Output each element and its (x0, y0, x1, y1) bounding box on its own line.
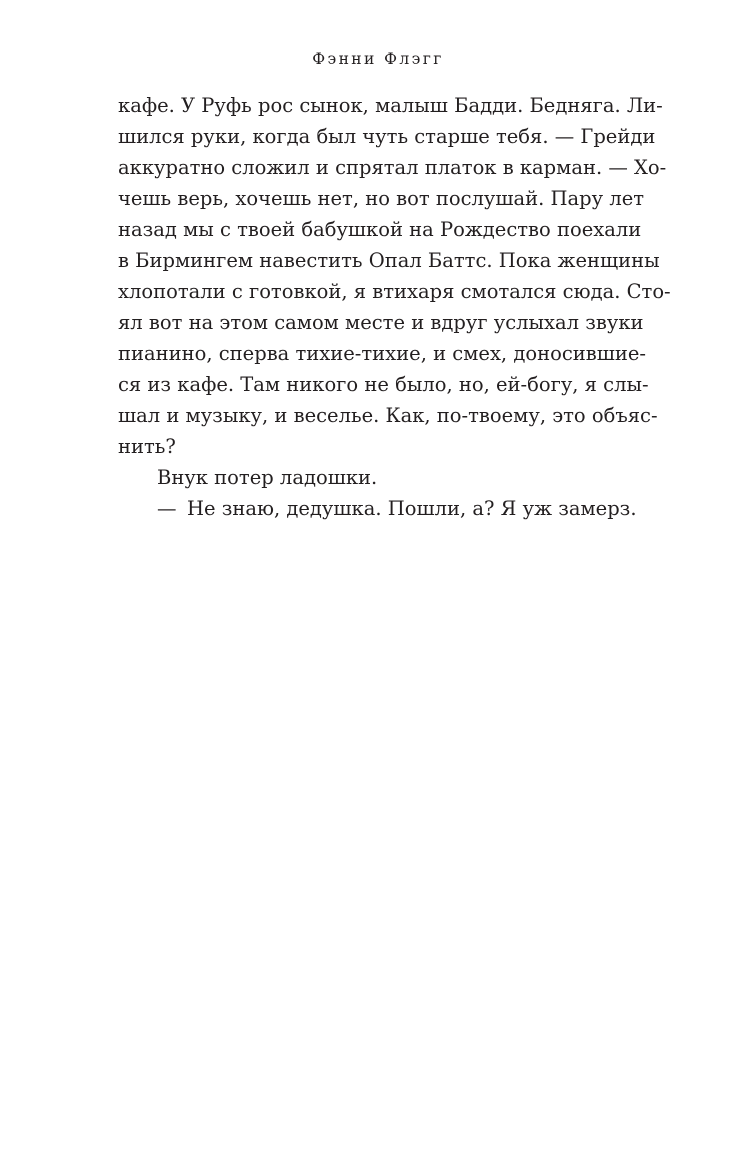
text-line: шал и музыку, и веселье. Как, по-твоему, это объяс- (118, 404, 658, 427)
text-line: чешь верь, хочешь нет, но вот послушай. Пару лет (118, 187, 645, 210)
body-text (118, 90, 671, 524)
text-line: назад мы с твоей бабушкой на Рождество поехали (118, 218, 642, 241)
text-line: ял вот на этом самом месте и вдруг услыхал звуки (118, 311, 644, 334)
paragraph-narration: Внук потер ладошки. (157, 466, 378, 489)
dialogue-dash: — (157, 497, 177, 520)
text-line: в Бирмингем навестить Опал Баттс. Пока женщины (118, 249, 660, 272)
dialogue-text: Не знаю, дедушка. Пошли, а? Я уж замерз. (187, 497, 637, 520)
text-line: нить? (118, 435, 176, 458)
text-line: шился руки, когда был чуть старше тебя. — Грейди (118, 125, 656, 148)
text-line: хлопотали с готовкой, я втихаря смотался сюда. Сто- (118, 280, 671, 303)
paragraph-dialogue (118, 493, 639, 524)
text-line: пианино, сперва тихие-тихие, и смех, доносившие- (118, 342, 646, 365)
running-header: Фэнни Флэгг (312, 50, 444, 68)
text-line: ся из кафе. Там никого не было, но, ей-богу, я слы- (118, 373, 649, 396)
text-line: кафе. У Руфь рос сынок, малыш Бадди. Бедняга. Ли- (118, 94, 663, 117)
text-line: аккуратно сложил и спрятал платок в карман. — Хо- (118, 156, 667, 179)
